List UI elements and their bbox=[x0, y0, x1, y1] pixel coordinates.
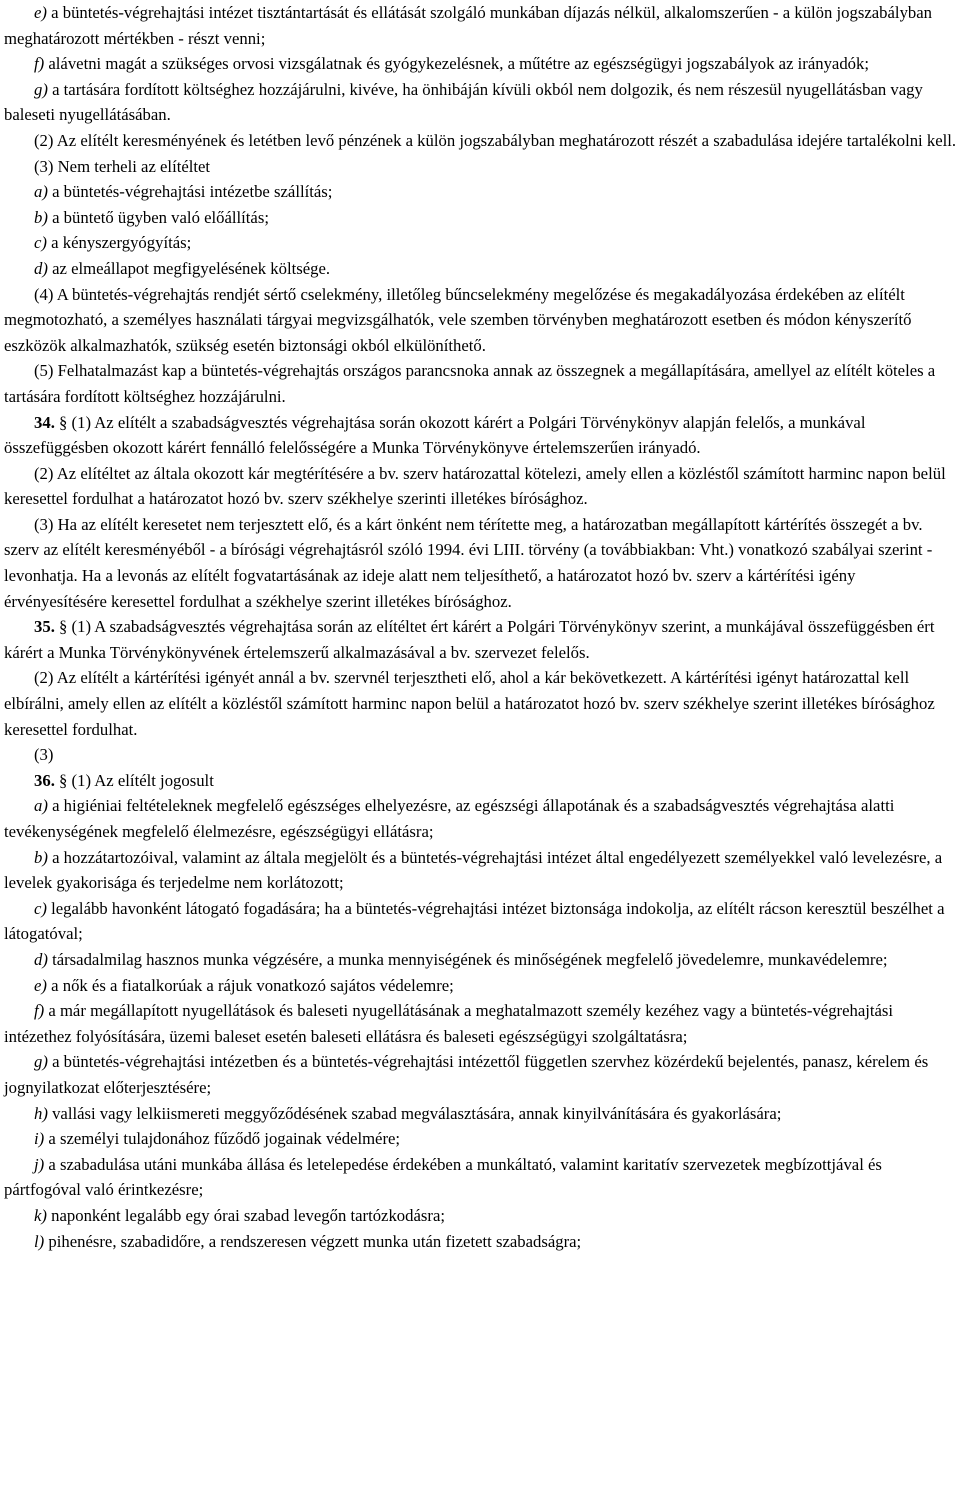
item-label: a) bbox=[34, 796, 48, 816]
paragraph bbox=[4, 358, 958, 409]
paragraph-text: vallási vagy lelkiismereti meggyőződésének szabad megválasztására, annak kinyilvánítására és gyakorlására; bbox=[47, 1103, 782, 1123]
paragraph-text: (2) Az elítélt a kártérítési igényét annál a bv. szervnél terjesztheti elő, ahol a kár bekövetkezett. A kártérítési igényt határozattal kell elbírálni, amely ellen az elítélt a közléstől számított harminc napon belül a határozatot hozó bv. szerv székhelye szerint illetékes bírósághoz keresettel fordulhat. bbox=[4, 668, 935, 739]
item-label: b) bbox=[34, 207, 48, 227]
paragraph bbox=[4, 947, 958, 973]
paragraph-text: a nők és a fiatalkorúak a rájuk vonatkozó sajátos védelemre; bbox=[46, 975, 454, 995]
paragraph bbox=[4, 205, 958, 231]
section-number: 34. bbox=[34, 412, 55, 432]
item-label: d) bbox=[34, 949, 48, 969]
paragraph bbox=[4, 1101, 958, 1127]
item-label: c) bbox=[34, 898, 47, 918]
paragraph-text: alávetni magát a szükséges orvosi vizsgálatnak és gyógykezelésnek, a műtétre az egészségügyi jogszabályok az irányadók; bbox=[44, 54, 870, 74]
paragraph bbox=[4, 614, 958, 665]
paragraph bbox=[4, 1229, 958, 1255]
paragraph bbox=[4, 665, 958, 742]
paragraph bbox=[4, 410, 958, 461]
item-label: g) bbox=[34, 79, 48, 99]
paragraph-text: (2) Az elítéltet az általa okozott kár megtérítésére a bv. szerv határozattal kötelezi, amely ellen a közléstől számított harminc napon belül keresettel fordulhat a határozatot hozó bv. szerv székhelye szerinti illetékes bírósághoz. bbox=[4, 463, 946, 509]
paragraph bbox=[4, 793, 958, 844]
paragraph bbox=[4, 282, 958, 359]
paragraph-text: a már megállapított nyugellátások és baleseti nyugellátásának a meghatalmazott személy kezéhez vagy a büntetés-végrehajtási intézethez folyósítására, üzemi baleset esetén baleseti ellátásra és baleseti egészségügyi szolgáltatásra; bbox=[4, 1001, 894, 1046]
paragraph-text: a hozzátartozóival, valamint az általa megjelölt és a büntetés-végrehajtási intézet által engedélyezett személyekkel való levelezésre, a levelek gyakorisága és terjedelme nem korlátozott; bbox=[4, 847, 943, 893]
paragraph-text: a tartására fordított költséghez hozzájárulni, kivéve, ha önhibáján kívüli okból nem dolgozik, és nem részesül nyugellátásban vagy baleseti nyugellátásában. bbox=[4, 79, 923, 125]
paragraph bbox=[4, 51, 958, 77]
item-label: e) bbox=[34, 975, 47, 995]
paragraph-text: a személyi tulajdonához fűződő jogainak védelmére; bbox=[44, 1129, 401, 1149]
item-label: i) bbox=[34, 1129, 45, 1149]
paragraph-text: § (1) Az elítélt jogosult bbox=[54, 770, 214, 790]
paragraph-text: legalább havonként látogató fogadására; ha a büntetés-végrehajtási intézet biztonsága indokolja, az elítélt rácson keresztül beszélhet a látogatóval; bbox=[4, 898, 945, 944]
paragraph-text: a szabadulása utáni munkába állása és letelepedése érdekében a munkáltató, valamint karitatív szervezetek megbízottjával és pártfogóval való érintkezésre; bbox=[4, 1154, 882, 1200]
paragraph-text: (3) Ha az elítélt keresetet nem terjesztett elő, és a kárt önként nem térítette meg, a határozatban megállapított kártérítés összegét a bv. szerv az elítélt keresményéből - a bírósági végrehajtásról szóló 1994. évi LIII. törvény (a továbbiakban: Vht.) vonatkozó szabályai szerint - levonhatja. Ha a levonás az elítélt fogvatartásának az ideje alatt nem teljesíthető, a határozatot hozó bv. szerv a kártérítési igény érvényesítésére keresettel fordulhat a székhelye szerint illetékes bírósághoz. bbox=[4, 514, 933, 611]
paragraph-text: naponként legalább egy órai szabad levegőn tartózkodásra; bbox=[46, 1205, 445, 1225]
paragraph bbox=[4, 154, 958, 180]
paragraph-text: (5) Felhatalmazást kap a büntetés-végrehajtás országos parancsnoka annak az összegnek a megállapítására, amellyel az elítélt köteles a tartására fordított költséghez hozzájárulni. bbox=[4, 361, 936, 406]
item-label: j) bbox=[34, 1154, 45, 1174]
section-number: 35. bbox=[34, 617, 55, 637]
item-label: c) bbox=[34, 233, 47, 253]
paragraph-text: pihenésre, szabadidőre, a rendszeresen végzett munka után fizetett szabadságra; bbox=[44, 1231, 582, 1251]
paragraph bbox=[4, 1203, 958, 1229]
paragraph bbox=[4, 230, 958, 256]
item-label: h) bbox=[34, 1103, 48, 1123]
section-number: 36. bbox=[34, 770, 55, 790]
paragraph-text: a büntetés-végrehajtási intézetbe szállítás; bbox=[47, 182, 333, 202]
paragraph bbox=[4, 768, 958, 794]
item-label: a) bbox=[34, 182, 48, 202]
paragraph bbox=[4, 0, 958, 51]
item-label: b) bbox=[34, 847, 48, 867]
paragraph bbox=[4, 742, 958, 768]
paragraph bbox=[4, 128, 958, 154]
item-label: e) bbox=[34, 3, 47, 22]
paragraph bbox=[4, 998, 958, 1049]
item-label: f) bbox=[34, 1001, 45, 1021]
paragraph-text: az elmeállapot megfigyelésének költsége. bbox=[47, 258, 331, 278]
paragraph bbox=[4, 461, 958, 512]
paragraph-text: § (1) Az elítélt a szabadságvesztés végrehajtása során okozott kárért a Polgári Törvénykönyv alapján felelős, a munkával összefüggésben okozott kárért fennálló felelősségére a Munka Törvénykönyve értelemszerűen irányadó. bbox=[4, 412, 866, 458]
paragraph bbox=[4, 179, 958, 205]
item-label: g) bbox=[34, 1052, 48, 1072]
paragraph bbox=[4, 896, 958, 947]
item-label: l) bbox=[34, 1231, 45, 1251]
item-label: d) bbox=[34, 258, 48, 278]
paragraph-text: a büntetés-végrehajtási intézetben és a büntetés-végrehajtási intézettől független szervhez közérdekű bejelentés, panasz, kérelem és jognyilatkozat előterjesztésére; bbox=[4, 1052, 929, 1097]
paragraph bbox=[4, 1152, 958, 1203]
paragraph-text: a büntető ügyben való előállítás; bbox=[47, 207, 269, 227]
paragraph-text: (4) A büntetés-végrehajtás rendjét sértő cselekmény, illetőleg bűncselekmény megelőzése és megakadályozása érdekében az elítélt megmotozható, a személyes használati tárgyai megvizsgálhatók, vele szemben törvényben meghatározott esetben és módon kényszerítő eszközök alkalmazhatók, szükség esetén biztonsági okból elkülöníthető. bbox=[4, 284, 912, 355]
paragraph-text: társadalmilag hasznos munka végzésére, a munka mennyiségének és minőségének megfelelő jövedelemre, munkavédelemre; bbox=[47, 949, 888, 969]
paragraph bbox=[4, 77, 958, 128]
paragraph-text: a higiéniai feltételeknek megfelelő egészséges elhelyezésre, az egészségi állapotának és a szabadságvesztés végrehajtása alatti tevékenységének megfelelő élelmezésre, egészségügyi ellátásra; bbox=[4, 796, 895, 841]
paragraph bbox=[4, 845, 958, 896]
paragraph-text: (3) bbox=[34, 745, 54, 765]
paragraph bbox=[4, 1126, 958, 1152]
paragraph-text: a kényszergyógyítás; bbox=[46, 233, 192, 253]
paragraph bbox=[4, 1049, 958, 1100]
paragraph-text: § (1) A szabadságvesztés végrehajtása során az elítéltet ért kárért a Polgári Törvénykönyv szerint, a munkájával összefüggésben ért kárért a Munka Törvénykönyvének értelemszerű alkalmazásával a bv. szervezet felelős. bbox=[4, 617, 935, 662]
paragraph-text: (2) Az elítélt keresményének és letétben levő pénzének a külön jogszabályban meghatározott részét a szabadulása idejére tartalékolni kell. bbox=[34, 130, 957, 150]
paragraph bbox=[4, 973, 958, 999]
item-label: k) bbox=[34, 1205, 47, 1225]
paragraph-text: (3) Nem terheli az elítéltet bbox=[34, 156, 211, 176]
item-label: f) bbox=[34, 54, 45, 74]
paragraph bbox=[4, 512, 958, 614]
paragraph bbox=[4, 256, 958, 282]
paragraph-text: a büntetés-végrehajtási intézet tisztántartását és ellátását szolgáló munkában díjazás nélkül, alkalomszerűen - a külön jogszabályban meghatározott mértékben - részt venni; bbox=[4, 3, 933, 48]
